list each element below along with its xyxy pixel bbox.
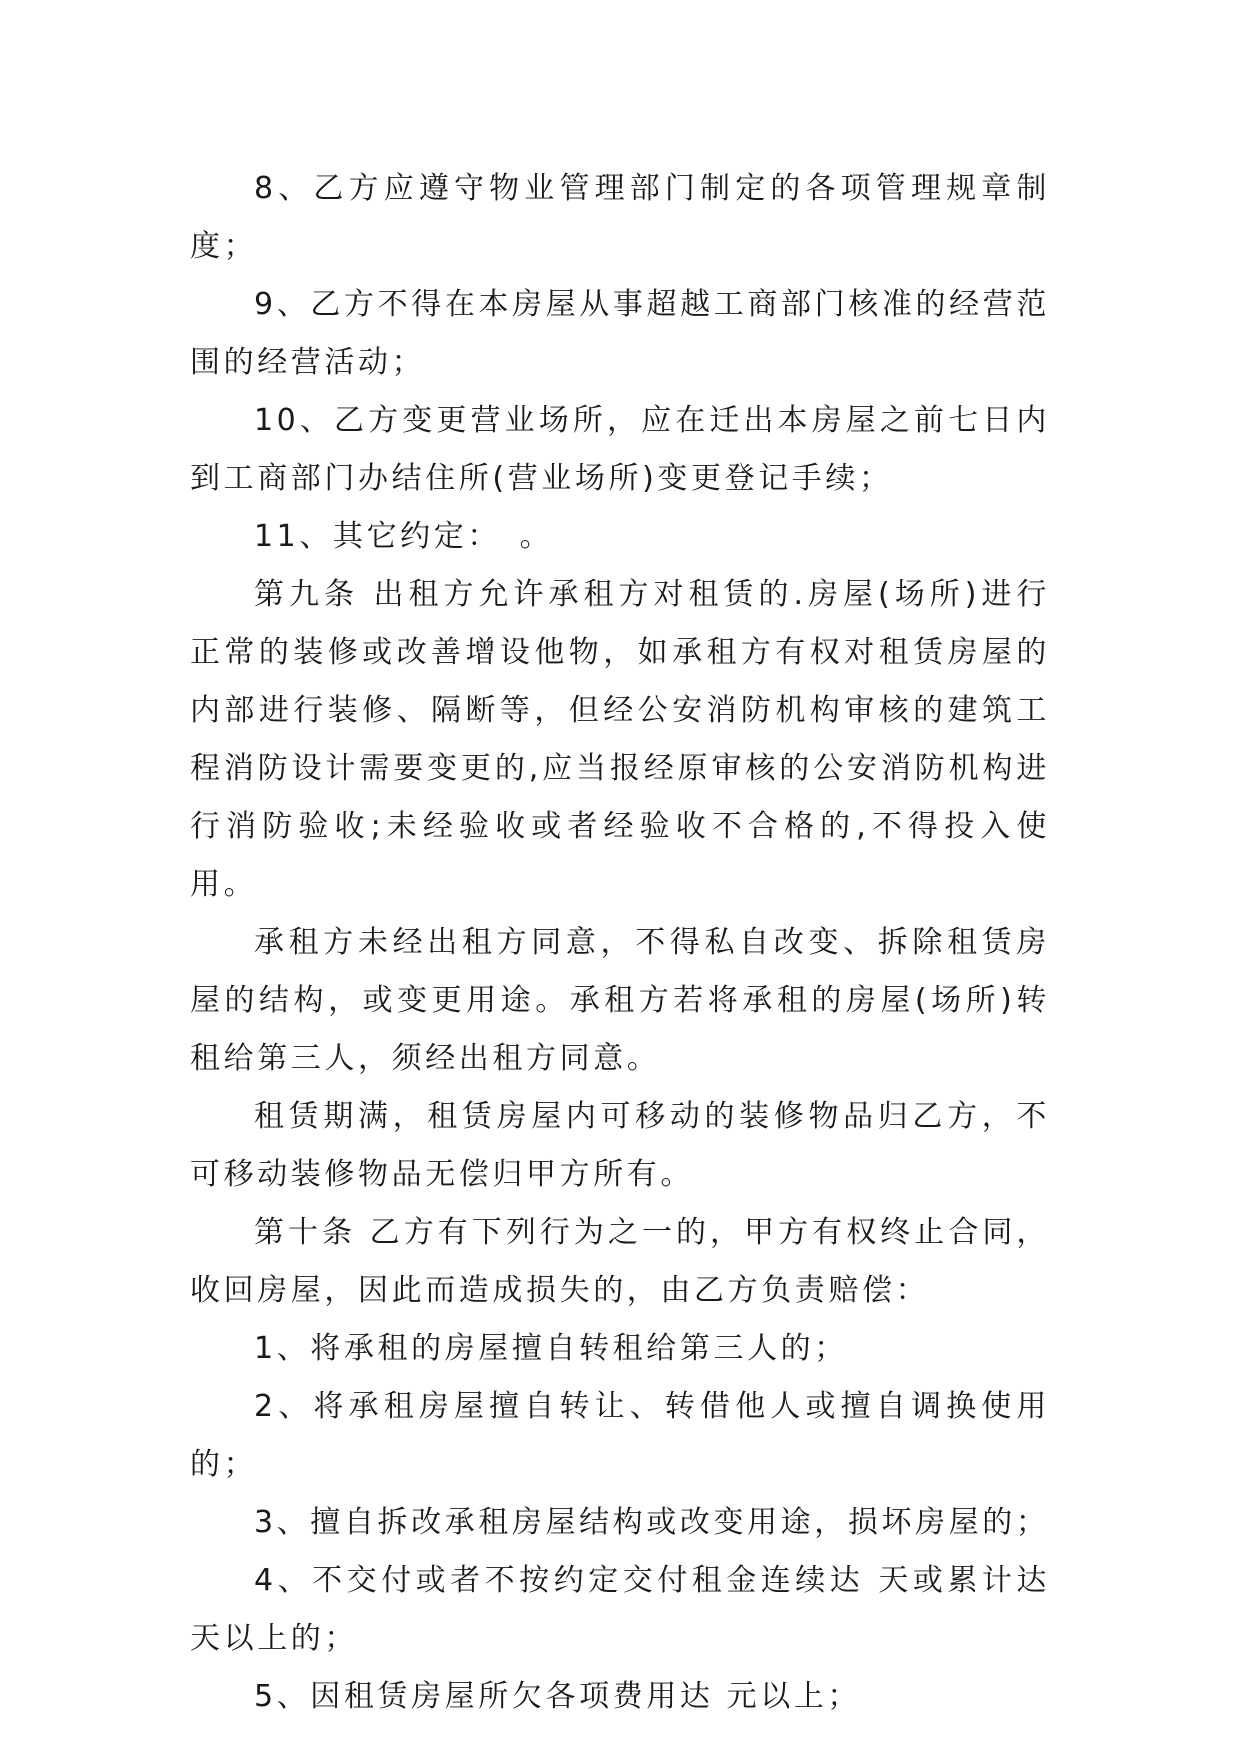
clause-8-paragraph: 8、乙方应遵守物业管理部门制定的各项管理规章制度；: [190, 171, 1050, 264]
termination-item-5: 5、因租赁房屋所欠各项费用达 元以上；: [254, 1679, 862, 1714]
document-body: [190, 160, 1050, 1726]
clause-9-paragraph: 9、乙方不得在本房屋从事超越工商部门核准的经营范围的经营活动；: [190, 287, 1050, 380]
termination-item-3: 3、擅自拆改承租房屋结构或改变用途，损坏房屋的；: [254, 1505, 1050, 1540]
clause-10-paragraph: 10、乙方变更营业场所，应在迁出本房屋之前七日内到工商部门办结住所(营业场所)变更登记手续；: [190, 403, 1050, 496]
termination-item-4: 4、不交付或者不按约定交付租金连续达 天或累计达 天以上的；: [190, 1563, 1050, 1656]
termination-item-2: 2、将承租房屋擅自转让、转借他人或擅自调换使用的；: [190, 1389, 1050, 1482]
clause-11-paragraph: 11、其它约定： 。: [254, 519, 554, 554]
article-10-paragraph: 第十条 乙方有下列行为之一的，甲方有权终止合同，收回房屋，因此而造成损失的，由乙方负责赔偿：: [190, 1215, 1050, 1308]
article-9-paragraph: 第九条 出租方允许承租方对租赁的.房屋(场所)进行正常的装修或改善增设他物，如承租方有权对租赁房屋的内部进行装修、隔断等，但经公安消防机构审核的建筑工程消防设计需要变更的,应当报经原审核的公安消防机构进行消防验收;未经验收或者经验收不合格的,不得投入使用。: [190, 577, 1050, 902]
lease-expiry-paragraph: 租赁期满，租赁房屋内可移动的装修物品归乙方，不可移动装修物品无偿归甲方所有。: [190, 1099, 1050, 1192]
sublet-paragraph: 承租方未经出租方同意，不得私自改变、拆除租赁房屋的结构，或变更用途。承租方若将承租的房屋(场所)转租给第三人，须经出租方同意。: [190, 925, 1050, 1076]
termination-item-1: 1、将承租的房屋擅自转租给第三人的；: [254, 1331, 848, 1366]
